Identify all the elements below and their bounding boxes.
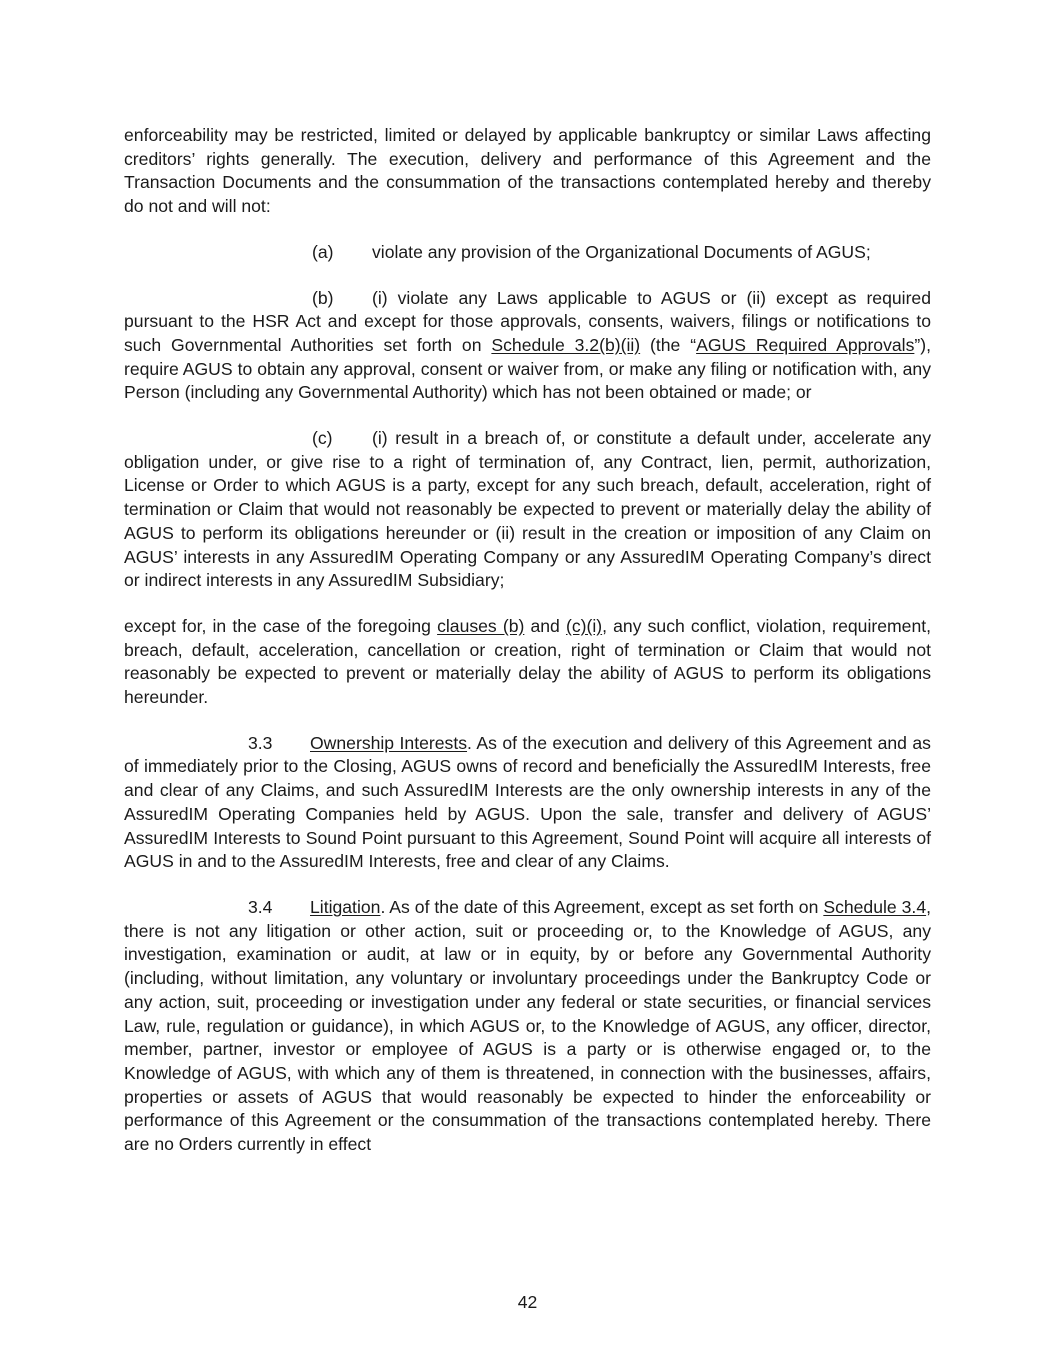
section-3-3-text: . As of the execution and delivery of this Agreement and as of immediately prior to the Closing, AGUS owns of record and beneficially the AssuredIM Interests, free and clear of any Claims, and such AssuredIM Interests are the only ownership interests in any of the AssuredIM Operating Companies held by AGUS. Upon the sale, transfer and delivery of AGUS’ AssuredIM Interests to Sound Point pursuant to this Agreement, Sound Point will acquire all interests of AGUS in and to the AssuredIM Interests, free and clear of any Claims. [124, 732, 931, 872]
section-3-3-heading: Ownership Interests [310, 732, 468, 753]
clause-c-i-reference: (c)(i) [565, 615, 603, 636]
section-3-4-text-1: . As of the date of this Agreement, except as set forth on [380, 896, 824, 917]
schedule-3-4-reference: Schedule 3.4 [823, 896, 927, 917]
except-paragraph [124, 615, 931, 710]
clause-b-text-1: (i) violate any Laws applicable to AGUS or (ii) except as required pursuant to the HSR Act and except for those approvals, consents, waivers, filings or notifications to such Governmental Authorities set forth on [124, 287, 931, 355]
section-3-3-number: 3.3 [248, 732, 273, 753]
clause-a-label: (a) [312, 241, 334, 262]
clause-c-paragraph [124, 427, 931, 593]
clause-b-label: (b) [312, 287, 334, 308]
section-3-4-text-2: , there is not any litigation or other action, suit or proceeding or, to the Knowledge of AGUS, any investigation, examination or audit, at law or in equity, by or before any Governmental Authority (including, without limitation, any voluntary or involuntary proceedings under the Bankruptcy Code or any action, suit, proceeding or investigation under any federal or state securities, or financial services Law, rule, regulation or guidance), in which AGUS or, to the Knowledge of AGUS, any officer, director, member, partner, investor or employee of AGUS is a party or is otherwise engaged or, to the Knowledge of AGUS, with which any of them is threatened, in connection with the businesses, affairs, properties or assets of AGUS that would reasonably be expected to hinder the enforceability or performance of this Agreement or the consummation of the transactions contemplated hereby. There are no Orders currently in effect [124, 896, 931, 1155]
clause-b-paragraph [124, 287, 931, 406]
clause-c-label: (c) [312, 428, 333, 449]
except-text-2: and [524, 615, 566, 636]
clauses-b-reference: clauses (b) [437, 615, 525, 636]
schedule-3-2-b-ii-reference: Schedule 3.2(b)(ii) [491, 334, 641, 355]
clause-a-text: violate any provision of the Organizational Documents of AGUS; [372, 241, 871, 262]
page-number: 42 [517, 1292, 538, 1312]
intro-text: enforceability may be restricted, limited or delayed by applicable bankruptcy or similar Laws affecting creditors’ rights generally. The execution, delivery and performance of this Agreement and the Transaction Documents and the consummation of the transactions contemplated hereby and thereby do not and will not: [124, 125, 931, 217]
section-3-4-number: 3.4 [248, 896, 273, 917]
document-body [124, 124, 931, 1157]
section-3-4-heading: Litigation [310, 896, 381, 917]
clause-b-text-2: (the “ [640, 334, 697, 355]
section-3-4-paragraph [124, 896, 931, 1157]
intro-paragraph [124, 124, 931, 219]
except-text-3: , any such conflict, violation, requirement, breach, default, acceleration, cancellation or creation, right of termination or Claim that would not reasonably be expected to prevent or materially delay the ability of AGUS to perform its obligations hereunder. [124, 615, 932, 708]
except-text-1: except for, in the case of the foregoing [124, 615, 438, 636]
agus-required-approvals-term: AGUS Required Approvals [696, 334, 915, 355]
clause-a-paragraph [124, 241, 931, 265]
clause-b-text-3: ”), require AGUS to obtain any approval, consent or waiver from, or make any filing or notification with, any Person (including any Governmental Authority) which has not been obtained or made; or [124, 334, 931, 403]
clause-c-text: (i) result in a breach of, or constitute a default under, accelerate any obligation under, or give rise to a right of termination of, any Contract, lien, permit, authorization, License or Order to which AGUS is a party, except for any such breach, default, acceleration, right of termination or Claim that would not reasonably be expected to prevent or materially delay the ability of AGUS to perform its obligations hereunder or (ii) result in the creation or imposition of any Claim on AGUS’ interests in any AssuredIM Operating Company or any AssuredIM Operating Company’s direct or indirect interests in any AssuredIM Subsidiary; [124, 428, 931, 591]
section-3-3-paragraph [124, 732, 931, 874]
